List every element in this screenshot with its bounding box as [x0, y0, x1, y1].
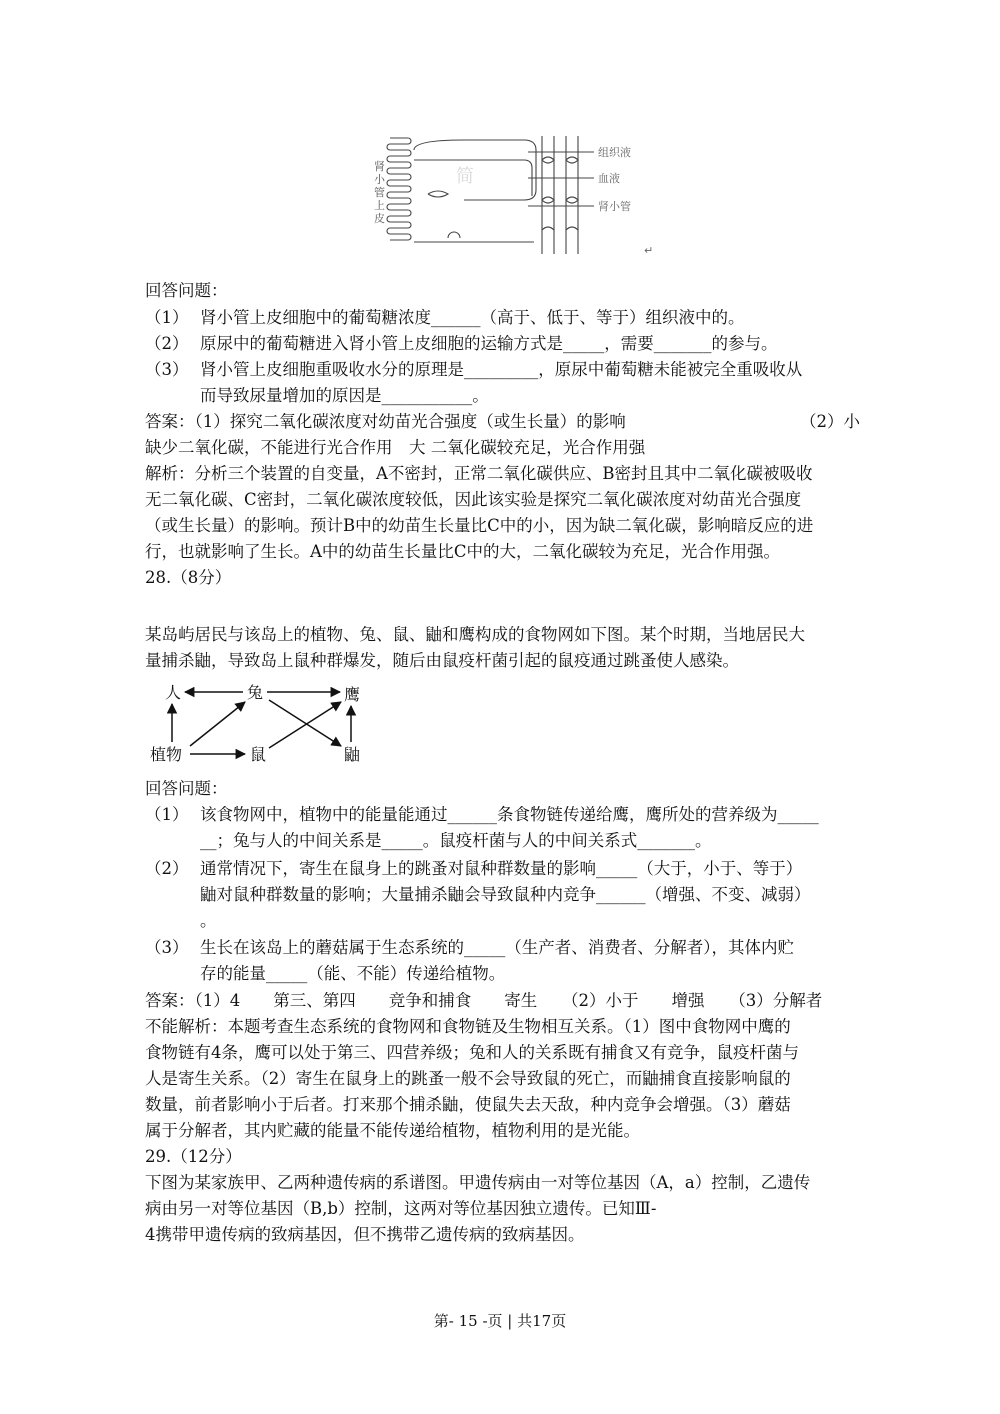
question-number: （1）	[145, 308, 189, 327]
question-text: 肾小管上皮细胞重吸收水分的原理是_________，原尿中葡萄糖未能被完全重吸收从	[200, 360, 803, 379]
explanation-text: 无二氧化碳、C密封，二氧化碳浓度较低，因此该实验是探究二氧化碳浓度对幼苗光合强度	[145, 490, 802, 509]
question-intro: 4携带甲遗传病的致病基因，但不携带乙遗传病的致病基因。	[145, 1225, 585, 1244]
question-heading: 29.（12分）	[145, 1147, 242, 1166]
answer-text: 数量，前者影响小于后者。打来那个捕杀鼬，使鼠失去天敌，种内竞争会增强。（3）蘑菇	[145, 1095, 791, 1114]
question-text: 肾小管上皮细胞中的葡萄糖浓度______（高于、低于、等于）组织液中的。	[200, 308, 745, 327]
answer-text: 人是寄生关系。（2）寄生在鼠身上的跳蚤一般不会导致鼠的死亡，而鼬捕食直接影响鼠的	[145, 1069, 791, 1088]
explanation-text: 解析：分析三个装置的自变量，A不密封，正常二氧化碳供应、B密封且其中二氧化碳被吸收	[145, 464, 813, 483]
arrow-rabbit-to-weasel	[269, 700, 341, 746]
answer-questions-heading: 回答问题：	[145, 779, 228, 798]
food-web-diagram	[145, 680, 390, 770]
question-text: 原尿中的葡萄糖进入肾小管上皮细胞的运输方式是_____，需要_______的参与。	[200, 334, 778, 353]
answer-text: 答案：（1）探究二氧化碳浓度对幼苗光合强度（或生长量）的影响	[145, 412, 626, 431]
node-eagle: 鹰	[344, 685, 361, 704]
kidney-tubule-figure	[368, 130, 658, 258]
answer-text: 不能解析：本题考查生态系统的食物网和食物链及生物相互关系。（1）图中食物网中鹰的	[145, 1017, 791, 1036]
figure-label-tubule: 肾小管	[598, 200, 631, 213]
answer-text: （2）小	[800, 412, 860, 431]
node-mouse: 鼠	[250, 745, 267, 764]
question-number: （2）	[145, 334, 189, 353]
question-number: （3）	[145, 938, 189, 957]
answer-questions-heading: 回答问题：	[145, 281, 228, 300]
return-mark: ↵	[644, 244, 654, 257]
answer-text: 食物链有4条，鹰可以处于第三、四营养级；兔和人的关系既有捕食又有竞争，鼠疫杆菌与	[145, 1043, 799, 1062]
question-text: __；兔与人的中间关系是_____。鼠疫杆菌与人的中间关系式_______。	[200, 831, 712, 850]
arrow-mouse-to-eagle	[269, 702, 341, 748]
node-rabbit: 兔	[247, 683, 264, 702]
figure-label-tubule-epithelium: 肾小管上皮	[374, 160, 385, 225]
question-text: 生长在该岛上的蘑菇属于生态系统的_____（生产者、消费者、分解者），其体内贮	[200, 938, 794, 957]
question-number: （2）	[145, 859, 189, 878]
question-text: 鼬对鼠种群数量的影响；大量捕杀鼬会导致鼠种内竞争______（增强、不变、减弱）	[200, 885, 811, 904]
question-intro: 某岛屿居民与该岛上的植物、兔、鼠、鼬和鹰构成的食物网如下图。某个时期，当地居民大	[145, 625, 805, 644]
arrow-plant-to-rabbit	[190, 702, 245, 746]
question-text: 而导致尿量增加的原因是___________。	[200, 386, 489, 405]
explanation-text: 行，也就影响了生长。A中的幼苗生长量比C中的大，二氧化碳较为充足，光合作用强。	[145, 542, 781, 561]
question-heading: 28.（8分）	[145, 568, 232, 587]
question-text: 通常情况下，寄生在鼠身上的跳蚤对鼠种群数量的影响_____（大于，小于、等于）	[200, 859, 803, 878]
question-intro: 下图为某家族甲、乙两种遗传病的系谱图。甲遗传病由一对等位基因（A，a）控制，乙遗传	[145, 1173, 811, 1192]
figure-label-tissue-fluid: 组织液	[598, 146, 631, 159]
answer-text: 答案：（1）4 第三、第四 竞争和捕食 寄生 （2）小于 增强 （3）分解者	[145, 991, 823, 1010]
node-weasel: 鼬	[344, 745, 361, 764]
page-footer: 第- 15 -页 | 共17页	[433, 1312, 567, 1330]
figure-watermark: 简	[456, 166, 474, 187]
answer-text: 缺少二氧化碳，不能进行光合作用 大 二氧化碳较充足，光合作用强	[145, 438, 646, 457]
figure-label-blood: 血液	[598, 172, 620, 185]
question-number: （3）	[145, 360, 189, 379]
node-plant: 植物	[150, 745, 183, 764]
explanation-text: （或生长量）的影响。预计B中的幼苗生长量比C中的小，因为缺二氧化碳，影响暗反应的进	[145, 516, 814, 535]
question-intro: 病由另一对等位基因（B,b）控制，这两对等位基因独立遗传。已知Ⅲ-	[145, 1199, 657, 1218]
question-number: （1）	[145, 805, 189, 824]
question-intro: 量捕杀鼬，导致岛上鼠种群爆发，随后由鼠疫杆菌引起的鼠疫通过跳蚤使人感染。	[145, 651, 739, 670]
node-human: 人	[165, 683, 182, 702]
answer-text: 属于分解者，其内贮藏的能量不能传递给植物，植物利用的是光能。	[145, 1121, 640, 1140]
question-text: 。	[200, 911, 217, 930]
question-text: 该食物网中，植物中的能量能通过______条食物链传递给鹰，鹰所处的营养级为_____	[200, 805, 819, 824]
question-text: 存的能量_____（能、不能）传递给植物。	[200, 964, 506, 983]
